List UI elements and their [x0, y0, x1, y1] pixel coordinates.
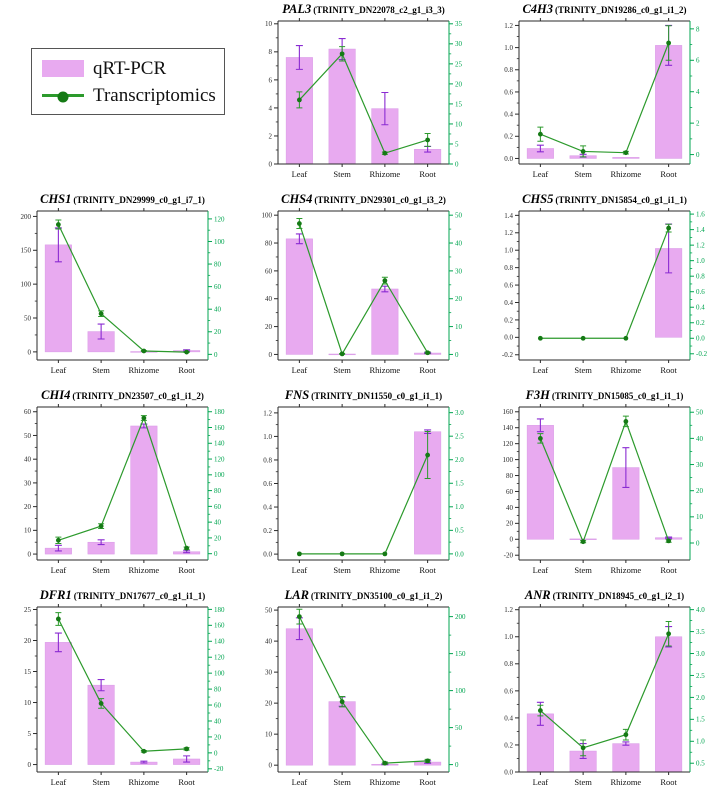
right-tick-label: 20 [455, 80, 462, 89]
transcriptomics-point [99, 524, 104, 529]
bar-Rhizome [613, 157, 640, 158]
transcriptomics-point [297, 614, 302, 619]
left-tick-label: 150 [20, 246, 31, 255]
right-tick-label: 0.5 [455, 526, 464, 535]
left-tick-label: 0.6 [504, 88, 513, 97]
x-category-label: Rhizome [610, 777, 642, 787]
right-tick-label: 35 [455, 20, 462, 29]
chart-title: FNS (TRINITY_DN11550_c0_g1_i1_1) [284, 388, 443, 402]
left-tick-label: 0 [27, 550, 31, 559]
transcriptomics-point [184, 350, 189, 355]
right-tick-label: 10 [455, 322, 462, 331]
x-category-label: Leaf [291, 777, 308, 787]
transcriptomics-point [538, 708, 543, 713]
transcriptomics-dot-icon [58, 91, 69, 102]
chart-title: CHI4 (TRINITY_DN23507_c0_g1_i1_2) [41, 388, 204, 402]
transcriptomics-point [184, 746, 189, 751]
right-tick-label: 0.6 [696, 288, 705, 297]
right-tick-label: 40 [214, 518, 221, 527]
transcriptomics-point [425, 759, 430, 764]
x-category-label: Stem [92, 777, 110, 787]
right-tick-label: 2.5 [455, 432, 464, 441]
left-tick-label: 1.2 [504, 21, 513, 30]
x-category-label: Rhizome [128, 777, 160, 787]
right-tick-label: 100 [214, 669, 225, 678]
right-tick-label: -0.2 [696, 350, 708, 359]
right-tick-label: 60 [214, 701, 221, 710]
right-tick-label: 40 [214, 717, 221, 726]
right-tick-label: 2 [696, 119, 700, 128]
right-tick-label: 4.0 [696, 606, 705, 615]
right-tick-label: 80 [214, 486, 221, 495]
right-tick-label: 0 [696, 539, 700, 548]
right-tick-label: 0 [214, 350, 218, 359]
right-tick-label: 120 [214, 215, 225, 224]
transcriptomics-point [297, 551, 302, 556]
right-tick-label: -20 [214, 765, 224, 774]
left-tick-label: 40 [265, 637, 272, 646]
x-category-label: Root [178, 777, 195, 787]
x-category-label: Leaf [532, 565, 549, 575]
left-tick-label: 1.2 [263, 409, 272, 418]
chart-DFR1 [0, 586, 241, 798]
transcriptomics-point [623, 336, 628, 341]
right-tick-label: 20 [455, 295, 462, 304]
left-tick-label: 1.0 [263, 432, 272, 441]
left-tick-label: 0.4 [504, 298, 513, 307]
legend-label-qrtpcr: qRT-PCR [93, 57, 167, 79]
x-category-label: Rhizome [610, 169, 642, 179]
chart-title: C4H3 (TRINITY_DN19286_c0_g1_i1_2) [522, 2, 687, 16]
x-category-label: Leaf [50, 565, 67, 575]
transcriptomics-line [299, 617, 427, 764]
left-tick-label: 50 [265, 606, 272, 615]
right-tick-label: 10 [455, 120, 462, 129]
right-tick-label: 100 [214, 471, 225, 480]
right-tick-label: 2.0 [455, 456, 464, 465]
right-tick-label: 100 [214, 237, 225, 246]
left-tick-label: 60 [265, 267, 272, 276]
chart-title: CHS4 (TRINITY_DN29301_c0_g1_i3_2) [281, 192, 446, 206]
left-tick-label: 0.8 [504, 264, 513, 273]
x-category-label: Root [178, 565, 195, 575]
chart-CHS5 [482, 190, 723, 386]
right-tick-label: 40 [214, 305, 221, 314]
right-tick-label: 50 [455, 211, 462, 220]
transcriptomics-point [141, 349, 146, 354]
left-tick-label: -20 [503, 551, 513, 560]
left-tick-label: 10 [24, 526, 31, 535]
left-tick-label: 0.2 [504, 132, 513, 141]
right-tick-label: 30 [455, 267, 462, 276]
left-tick-label: 0 [27, 348, 31, 357]
chart-PAL3 [241, 0, 482, 190]
x-category-label: Rhizome [369, 777, 401, 787]
right-tick-label: 0.0 [696, 334, 705, 343]
transcriptomics-line [299, 224, 427, 354]
right-tick-label: 2.0 [696, 693, 705, 702]
right-tick-label: 1.0 [696, 737, 705, 746]
right-tick-label: 8 [696, 25, 700, 34]
x-category-label: Root [178, 365, 195, 375]
x-category-label: Leaf [532, 777, 549, 787]
left-tick-label: 0.0 [504, 768, 513, 777]
transcriptomics-point [184, 546, 189, 551]
transcriptomics-line [58, 619, 186, 751]
right-tick-label: 1.6 [696, 210, 705, 219]
right-tick-label: 6 [696, 56, 700, 65]
right-tick-label: 20 [214, 534, 221, 543]
right-tick-label: 10 [696, 513, 703, 522]
bar-Stem [329, 49, 356, 164]
transcriptomics-point [538, 436, 543, 441]
x-category-label: Stem [574, 777, 592, 787]
right-tick-label: 2.5 [696, 671, 705, 680]
left-tick-label: 10 [265, 20, 272, 29]
x-category-label: Rhizome [128, 565, 160, 575]
transcriptomics-point [581, 745, 586, 750]
x-category-label: Root [419, 365, 436, 375]
x-category-label: Stem [333, 777, 351, 787]
transcriptomics-line [540, 43, 668, 153]
left-tick-label: 1.4 [504, 211, 513, 220]
transcriptomics-point [666, 631, 671, 636]
x-category-label: Rhizome [369, 365, 401, 375]
legend-row-qrtpcr [42, 56, 214, 80]
transcriptomics-point [141, 416, 146, 421]
bar-Leaf [286, 57, 313, 164]
left-tick-label: 60 [24, 408, 31, 417]
x-category-label: Stem [333, 365, 351, 375]
x-category-label: Stem [574, 365, 592, 375]
x-category-label: Root [660, 169, 677, 179]
right-tick-label: 140 [214, 439, 225, 448]
right-tick-label: 30 [696, 460, 703, 469]
transcriptomics-point [56, 222, 61, 227]
transcriptomics-line [58, 418, 186, 548]
left-tick-label: 0.4 [504, 714, 513, 723]
right-tick-label: 150 [455, 650, 466, 659]
left-tick-label: 40 [24, 455, 31, 464]
bar-Leaf [45, 642, 72, 764]
qrtpcr-bar-swatch [42, 60, 84, 77]
transcriptomics-line [299, 455, 427, 554]
transcriptomics-point [666, 226, 671, 231]
left-tick-label: 20 [265, 699, 272, 708]
left-tick-label: 5 [27, 729, 31, 738]
right-tick-label: 0 [696, 150, 700, 159]
right-tick-label: 1.5 [455, 479, 464, 488]
left-tick-label: 0.6 [263, 479, 272, 488]
chart-C4H3 [482, 0, 723, 190]
right-tick-label: 160 [214, 423, 225, 432]
x-category-label: Root [660, 365, 677, 375]
bar-Rhizome [613, 744, 640, 772]
transcriptomics-point [623, 419, 628, 424]
transcriptomics-point [340, 551, 345, 556]
left-tick-label: -0.2 [501, 351, 513, 360]
right-tick-label: 1.2 [696, 241, 705, 250]
transcriptomics-point [382, 278, 387, 283]
left-tick-label: 20 [24, 503, 31, 512]
transcriptomics-point [538, 336, 543, 341]
legend-row-transcriptomics [42, 83, 214, 107]
transcriptomics-point [382, 761, 387, 766]
left-tick-label: 20 [265, 322, 272, 331]
left-tick-label: 100 [20, 280, 31, 289]
chart-title: LAR (TRINITY_DN35100_c0_g1_i1_2) [284, 588, 443, 602]
transcriptomics-line [299, 54, 427, 153]
chart-title: F3H (TRINITY_DN15085_c0_g1_i1_1) [525, 388, 684, 402]
left-tick-label: 20 [24, 636, 31, 645]
left-tick-label: 0.4 [263, 503, 272, 512]
left-tick-label: 0.8 [504, 660, 513, 669]
right-tick-label: 0.5 [696, 759, 705, 768]
transcriptomics-point [56, 617, 61, 622]
transcriptomics-point [382, 151, 387, 156]
left-tick-label: 0.0 [504, 154, 513, 163]
bar-Rhizome [372, 289, 399, 354]
transcriptomics-point [382, 551, 387, 556]
transcriptomics-point [99, 701, 104, 706]
left-tick-label: 140 [502, 424, 513, 433]
transcriptomics-point [666, 41, 671, 46]
transcriptomics-point [99, 311, 104, 316]
right-tick-label: 0 [214, 749, 218, 758]
left-tick-label: 0.2 [504, 316, 513, 325]
x-category-label: Rhizome [369, 169, 401, 179]
left-tick-label: 0 [27, 760, 31, 769]
transcriptomics-point [297, 221, 302, 226]
transcriptomics-point [340, 51, 345, 56]
right-tick-label: 0 [455, 761, 459, 770]
x-category-label: Stem [333, 169, 351, 179]
transcriptomics-line [540, 421, 668, 541]
x-category-label: Leaf [50, 365, 67, 375]
left-tick-label: 1.0 [504, 44, 513, 53]
transcriptomics-point [623, 150, 628, 155]
transcriptomics-point [56, 538, 61, 543]
x-category-label: Stem [333, 565, 351, 575]
right-tick-label: 100 [455, 687, 466, 696]
right-tick-label: 20 [214, 328, 221, 337]
transcriptomics-point [425, 453, 430, 458]
bar-Stem [329, 702, 356, 766]
x-category-label: Leaf [532, 169, 549, 179]
x-category-label: Rhizome [610, 565, 642, 575]
right-tick-label: 40 [455, 239, 462, 248]
left-tick-label: 1.2 [504, 606, 513, 615]
right-tick-label: 0.2 [696, 319, 705, 328]
chart-CHI4 [0, 386, 241, 586]
transcriptomics-point [666, 539, 671, 544]
right-tick-label: 140 [214, 637, 225, 646]
left-tick-label: 50 [24, 314, 31, 323]
right-tick-label: 3.0 [696, 649, 705, 658]
right-tick-label: 0 [214, 550, 218, 559]
left-tick-label: 80 [265, 239, 272, 248]
x-category-label: Stem [92, 365, 110, 375]
right-tick-label: 160 [214, 621, 225, 630]
right-tick-label: 30 [455, 40, 462, 49]
left-tick-label: 1.0 [504, 246, 513, 255]
transcriptomics-point [623, 732, 628, 737]
chart-title: PAL3 (TRINITY_DN22078_c2_g1_i3_3) [282, 2, 445, 16]
x-category-label: Stem [574, 565, 592, 575]
left-tick-label: 40 [506, 503, 513, 512]
left-tick-label: 100 [502, 455, 513, 464]
right-tick-label: 180 [214, 605, 225, 614]
transcriptomics-line [58, 225, 186, 353]
transcriptomics-point [141, 749, 146, 754]
chart-title: CHS5 (TRINITY_DN15854_c0_g1_i1_1) [522, 192, 687, 206]
right-tick-label: 25 [455, 60, 462, 69]
transcriptomics-point [581, 336, 586, 341]
right-tick-label: 4 [696, 88, 700, 97]
left-tick-label: 40 [265, 295, 272, 304]
x-category-label: Stem [574, 169, 592, 179]
left-tick-label: 10 [265, 730, 272, 739]
right-tick-label: 1.0 [696, 257, 705, 266]
transcriptomics-point [340, 351, 345, 356]
transcriptomics-point [340, 699, 345, 704]
right-tick-label: 15 [455, 100, 462, 109]
transcriptomics-line-swatch [42, 94, 84, 97]
left-tick-label: 25 [24, 605, 31, 614]
bar-Stem [88, 685, 115, 764]
right-tick-label: 60 [214, 502, 221, 511]
left-tick-label: 1.2 [504, 229, 513, 238]
left-tick-label: 6 [268, 76, 272, 85]
right-tick-label: 1.0 [455, 503, 464, 512]
x-category-label: Root [660, 565, 677, 575]
transcriptomics-point [538, 132, 543, 137]
x-category-label: Root [419, 777, 436, 787]
right-tick-label: 3.0 [455, 409, 464, 418]
x-category-label: Stem [92, 565, 110, 575]
left-tick-label: 30 [24, 479, 31, 488]
left-tick-label: 60 [506, 487, 513, 496]
right-tick-label: 3.5 [696, 627, 705, 636]
transcriptomics-point [425, 350, 430, 355]
left-tick-label: 1.0 [504, 633, 513, 642]
x-category-label: Root [419, 169, 436, 179]
chart-title: ANR (TRINITY_DN18945_c0_g1_i2_1) [524, 588, 685, 602]
chart-FNS [241, 386, 482, 586]
x-category-label: Root [660, 777, 677, 787]
left-tick-label: 120 [502, 440, 513, 449]
left-tick-label: 0.0 [504, 333, 513, 342]
legend [0, 0, 241, 190]
left-tick-label: 0.0 [263, 550, 272, 559]
left-tick-label: 15 [24, 667, 31, 676]
left-tick-label: 20 [506, 519, 513, 528]
left-tick-label: 0.8 [504, 66, 513, 75]
left-tick-label: 160 [502, 408, 513, 417]
right-tick-label: 1.4 [696, 226, 705, 235]
left-tick-label: 0.6 [504, 281, 513, 290]
transcriptomics-point [297, 98, 302, 103]
right-tick-label: 60 [214, 283, 221, 292]
x-category-label: Leaf [532, 365, 549, 375]
left-tick-label: 0.2 [263, 526, 272, 535]
right-tick-label: 20 [696, 487, 703, 496]
left-tick-label: 80 [506, 471, 513, 480]
right-tick-label: 0.8 [696, 272, 705, 281]
right-tick-label: 20 [214, 733, 221, 742]
left-tick-label: 0.6 [504, 687, 513, 696]
right-tick-label: 50 [696, 408, 703, 417]
legend-box [31, 48, 225, 115]
right-tick-label: 200 [455, 613, 466, 622]
right-tick-label: 180 [214, 408, 225, 417]
chart-title: CHS1 (TRINITY_DN29999_c0_g1_i7_1) [40, 192, 205, 206]
right-tick-label: 120 [214, 455, 225, 464]
left-tick-label: 8 [268, 48, 272, 57]
right-tick-label: 0.4 [696, 303, 705, 312]
left-tick-label: 0.2 [504, 741, 513, 750]
right-tick-label: 80 [214, 260, 221, 269]
right-tick-label: 40 [696, 434, 703, 443]
right-tick-label: 50 [455, 724, 462, 733]
bar-Leaf [286, 239, 313, 355]
left-tick-label: 100 [261, 211, 272, 220]
right-tick-label: 120 [214, 653, 225, 662]
right-tick-label: 0.0 [455, 550, 464, 559]
transcriptomics-point [425, 138, 430, 143]
left-tick-label: 50 [24, 431, 31, 440]
x-category-label: Leaf [50, 777, 67, 787]
legend-label-transcriptomics: Transcriptomics [93, 84, 216, 106]
left-tick-label: 0 [268, 350, 272, 359]
chart-ANR [482, 586, 723, 798]
right-tick-label: 1.5 [696, 715, 705, 724]
right-tick-label: 0 [455, 160, 459, 169]
chart-CHS1 [0, 190, 241, 386]
left-tick-label: 4 [268, 104, 272, 113]
chart-LAR [241, 586, 482, 798]
left-tick-label: 30 [265, 668, 272, 677]
x-category-label: Rhizome [128, 365, 160, 375]
x-category-label: Rhizome [369, 565, 401, 575]
left-tick-label: 0 [268, 761, 272, 770]
left-tick-label: 10 [24, 698, 31, 707]
bar-Leaf [286, 629, 313, 765]
x-category-label: Leaf [291, 365, 308, 375]
chart-CHS4 [241, 190, 482, 386]
right-tick-label: 0 [455, 350, 459, 359]
left-tick-label: 0 [268, 160, 272, 169]
right-tick-label: 5 [455, 140, 459, 149]
chart-F3H [482, 386, 723, 586]
transcriptomics-point [581, 149, 586, 154]
x-category-label: Rhizome [610, 365, 642, 375]
x-category-label: Root [419, 565, 436, 575]
transcriptomics-line [540, 634, 668, 748]
x-category-label: Leaf [291, 169, 308, 179]
left-tick-label: 0 [509, 535, 513, 544]
right-tick-label: 80 [214, 685, 221, 694]
transcriptomics-point [581, 539, 586, 544]
left-tick-label: 200 [20, 212, 31, 221]
left-tick-label: 2 [268, 132, 272, 141]
left-tick-label: 0.4 [504, 110, 513, 119]
left-tick-label: 0.8 [263, 456, 272, 465]
x-category-label: Leaf [291, 565, 308, 575]
chart-title: DFR1 (TRINITY_DN17677_c0_g1_i1_1) [39, 588, 206, 602]
transcriptomics-line [540, 228, 668, 338]
